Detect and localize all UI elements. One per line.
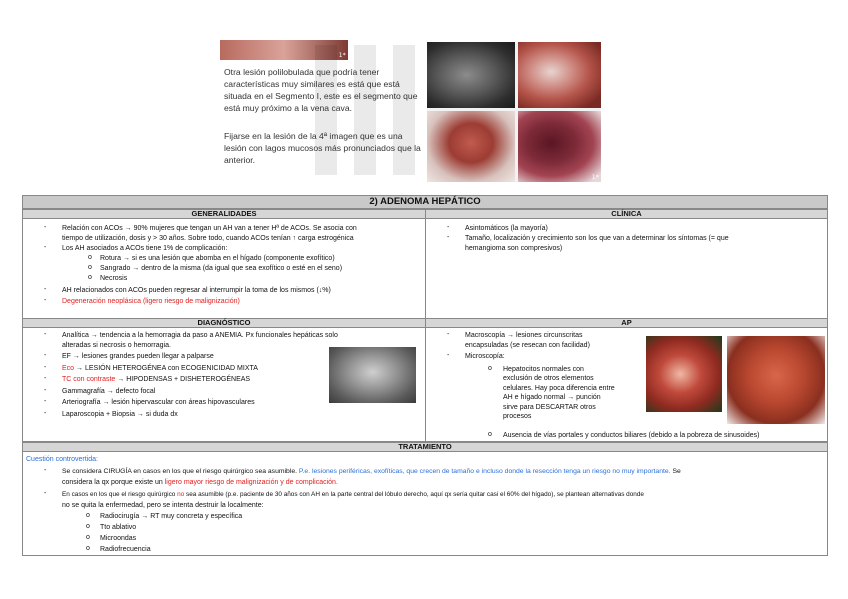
bullet: -: [44, 244, 47, 251]
bullet: -: [44, 490, 47, 497]
generalidades-subitem: Rotura → si es una lesión que abomba en el hígado (componente exofítico): [100, 255, 335, 262]
bullet: o: [88, 254, 92, 261]
diagnostico-line: Gammagrafía → defecto focal: [62, 388, 156, 395]
bullet: -: [44, 286, 47, 293]
bullet: -: [44, 410, 47, 417]
liver-specimen-image-2: [427, 111, 515, 182]
tratamiento-header: TRATAMIENTO: [22, 442, 828, 452]
diagnostico-header: DIAGNÓSTICO: [22, 318, 426, 328]
tratamiento-option: Microondas: [100, 535, 137, 542]
bullet: o: [86, 512, 90, 519]
bullet: -: [44, 375, 47, 382]
clinica-line: Tamaño, localización y crecimiento son los que van a determinar los síntomas (= que: [465, 235, 729, 242]
diagnostico-line: TC con contraste → HIPODENSAS + DISHETEROGÉNEAS: [62, 376, 251, 383]
top-paragraph-2: Fijarse en la lesión de la 4ª imagen que es una lesión con lagos mucosos más pronunciados que la anterior.: [224, 131, 421, 165]
bullet: -: [447, 331, 450, 338]
ap-line: Macroscopía → lesiones circunscritas: [465, 332, 583, 339]
photo-grid: [427, 42, 601, 182]
generalidades-line: tiempo de utilización, dosis y > 30 años. Sobre todo, cuando ACOs tenían ↑ carga estrogénica: [62, 235, 354, 242]
bullet: o: [488, 431, 492, 438]
bullet: -: [447, 352, 450, 359]
diagnostico-line: alteradas si necrosis o hemorragia.: [62, 342, 171, 349]
generalidades-line-red: Degeneración neoplásica (ligero riesgo de malignización): [62, 298, 240, 305]
bullet: -: [44, 467, 47, 474]
bullet: o: [86, 523, 90, 530]
tratamiento-line: considera la qx porque existe un ligero mayor riesgo de malignización y de complicación.: [62, 479, 338, 486]
diagnostico-line: EF → lesiones grandes pueden llegar a palparse: [62, 353, 214, 360]
clinica-header: CLÍNICA: [425, 209, 828, 219]
bullet: -: [44, 224, 47, 231]
diagnostico-line: Eco → LESIÓN HETEROGÉNEA con ECOGENICIDAD MIXTA: [62, 365, 258, 372]
ap-line: Microscopía:: [465, 353, 505, 360]
diagnostico-line: Analítica → tendencia a la hemorragia da paso a ANEMIA. Px funcionales hepáticas solo: [62, 332, 338, 339]
liver-specimen-image-1: [518, 42, 601, 108]
bullet: o: [88, 264, 92, 271]
tratamiento-option: Radiofrecuencia: [100, 546, 151, 553]
ap-header: AP: [425, 318, 828, 328]
top-paragraph-1: Otra lesión polilobulada que podría tener características muy similares es está que está situada en el Segmento I, este es el segmento que está muy próximo a la vena cava.: [224, 67, 418, 113]
generalidades-subitem: Sangrado → dentro de la misma (da igual que sea exofítico o esté en el seno): [100, 265, 343, 272]
generalidades-line: AH relacionados con ACOs pueden regresar al interrumpir la toma de los mismos (↓%): [62, 287, 331, 294]
tratamiento-option: Tto ablativo: [100, 524, 137, 531]
ap-subitem: Hepatocitos normales con exclusión de otros elementos celulares. Hay poca diferencia entre AH e hígado normal → punción sirve para DESCARTAR otros procesos: [503, 366, 615, 421]
bullet: o: [488, 365, 492, 372]
liver-specimen-image-3: [518, 111, 601, 182]
bullet: -: [447, 224, 450, 231]
bullet: -: [44, 331, 47, 338]
bullet: -: [44, 398, 47, 405]
tratamiento-option: Radiocirugía → RT muy concreta y específica: [100, 513, 243, 520]
cuestion-label: Cuestión controvertida:: [26, 456, 98, 463]
clinica-line: hemangioma son compresivos): [465, 245, 563, 252]
tratamiento-line: Se considera CIRUGÍA en casos en los que el riesgo quirúrgico sea asumible. P.e. lesiones periféricas, exofíticas, que crecen de tamaño e incluso donde la resección tenga un riesgo no muy importante. Se: [62, 468, 681, 475]
ap-subitem: Ausencia de vías portales y conductos biliares (debido a la pobreza de sinusoides): [503, 432, 760, 439]
bullet: o: [86, 545, 90, 552]
bullet: o: [88, 274, 92, 281]
image-marker: 1*: [591, 174, 599, 181]
bullet: -: [44, 387, 47, 394]
diagnostico-line: Arteriografía → lesión hipervascular con áreas hipovasculares: [62, 399, 255, 406]
diagnostico-line: Laparoscopia + Biopsia → si duda dx: [62, 411, 178, 418]
tratamiento-line: no se quita la enfermedad, pero se intenta destruir la localmente:: [62, 502, 264, 509]
bullet: o: [86, 534, 90, 541]
ct-scan-image: [427, 42, 515, 108]
ultrasound-image: [329, 347, 416, 403]
generalidades-header: GENERALIDADES: [22, 209, 426, 219]
bullet: -: [44, 352, 47, 359]
section-title: 2) ADENOMA HEPÁTICO: [22, 195, 828, 209]
liver-adenoma-photo-2: [727, 336, 825, 424]
liver-adenoma-photo-1: [646, 336, 722, 412]
image-marker: 1*: [338, 52, 346, 59]
tratamiento-line: En casos en los que el riesgo quirúrgico no sea asumible (p.e. paciente de 30 años con AH en la parte central del lóbulo derecho, aquí qx sería quitar casi el 60% del hígado), se plantean alternativas donde: [62, 491, 644, 498]
generalidades-subitem: Necrosis: [100, 275, 128, 282]
clinica-line: Asintomáticos (la mayoría): [465, 225, 548, 232]
bullet: -: [44, 364, 47, 371]
ap-line: encapsuladas (se resecan con facilidad): [465, 342, 590, 349]
generalidades-line: Los AH asociados a ACOs tiene 1% de complicación:: [62, 245, 228, 252]
generalidades-line: Relación con ACOs → 90% mujeres que tengan un AH van a tener Hª de ACOs. Se asocia con: [62, 225, 357, 232]
bullet: -: [44, 297, 47, 304]
bullet: -: [447, 234, 450, 241]
